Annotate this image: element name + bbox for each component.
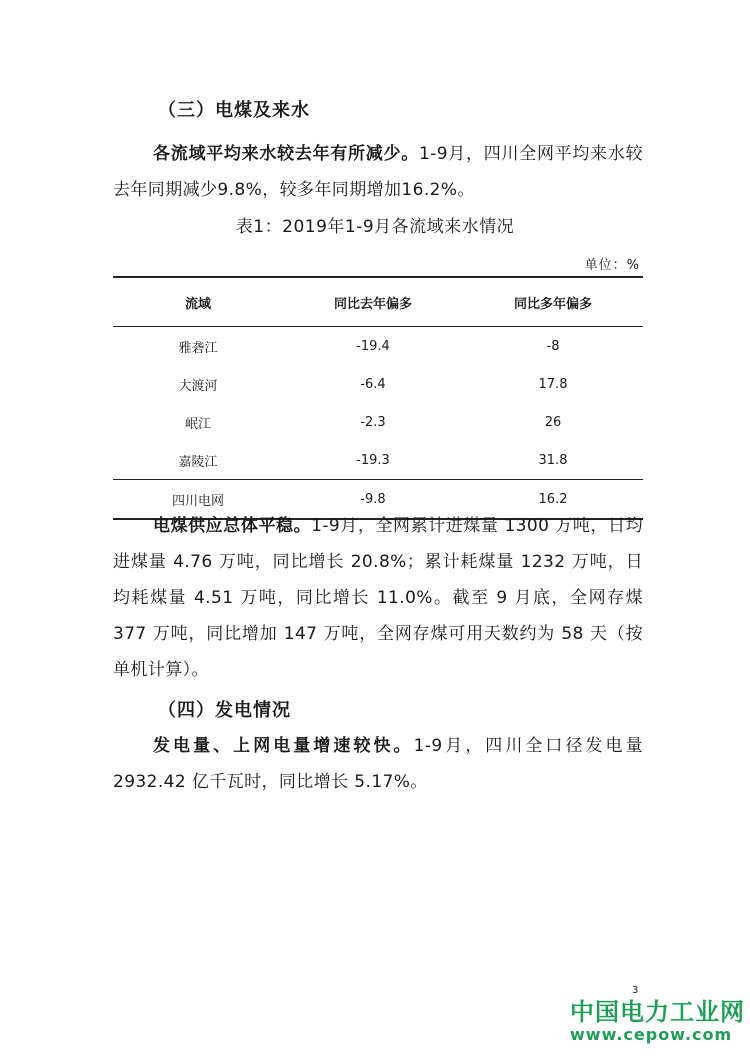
generation-lead: 发电量、上网电量增速较快。 bbox=[153, 736, 414, 756]
table-header-row bbox=[113, 277, 643, 327]
table-row bbox=[113, 327, 643, 366]
generation-body: 1-9月，四川全口径发电量 2932.42 亿千瓦时，同比增长 5.17%。 bbox=[113, 736, 644, 792]
section4-heading: （四）发电情况 bbox=[158, 700, 291, 721]
table-row bbox=[113, 403, 643, 441]
cell-vs-last-year: -19.4 bbox=[356, 338, 390, 354]
coal-lead: 电煤供应总体平稳。 bbox=[153, 516, 312, 536]
cell-basin: 岷江 bbox=[184, 416, 211, 432]
table-row bbox=[113, 441, 643, 480]
cell-vs-last-year: -19.3 bbox=[356, 452, 390, 468]
water-inflow-table bbox=[113, 276, 643, 520]
cell-vs-multi-year: -8 bbox=[546, 338, 560, 354]
cell-basin: 大渡河 bbox=[178, 378, 218, 394]
header-vs-last-year: 同比去年偏多 bbox=[283, 277, 463, 327]
cell-vs-last-year: -6.4 bbox=[360, 376, 386, 392]
cell-vs-multi-year: 31.8 bbox=[538, 452, 568, 468]
header-vs-multi-year: 同比多年偏多 bbox=[463, 277, 643, 327]
cell-vs-multi-year: 26 bbox=[544, 414, 562, 430]
page-number: 3 bbox=[632, 985, 639, 996]
watermark-logo-url: www.cepow.com bbox=[570, 1025, 733, 1044]
watermark-logo-title: 中国电力工业网 bbox=[570, 998, 745, 1026]
cell-basin: 四川电网 bbox=[113, 480, 283, 520]
cell-basin: 雅砻江 bbox=[178, 340, 218, 356]
table-row bbox=[113, 365, 643, 403]
coal-paragraph bbox=[113, 508, 643, 688]
generation-paragraph bbox=[113, 728, 643, 800]
cell-vs-multi-year: 17.8 bbox=[538, 376, 568, 392]
section3-body: 1-9月，四川全网平均来水较去年同期减少9.8%，较多年同期增加16.2%。 bbox=[113, 144, 643, 200]
cell-basin: 嘉陵江 bbox=[178, 454, 218, 470]
table-caption: 表1：2019年1-9月各流域来水情况 bbox=[235, 217, 515, 237]
cell-vs-multi-year: 16.2 bbox=[463, 480, 643, 520]
section3-heading: （三）电煤及来水 bbox=[158, 100, 310, 121]
table-unit: 单位：% bbox=[584, 258, 640, 273]
coal-body: 1-9月，全网累计进煤量 1300 万吨，日均进煤量 4.76 万吨，同比增长 20.8%；累计耗煤量 1232 万吨，日均耗煤量 4.51 万吨，同比增长 11.0%。截至 9 月底，全网存煤 377 万吨，同比增加 147 万吨，全网存煤可用天数约为 58 天（按单机计算）。 bbox=[113, 516, 643, 680]
section3-lead: 各流域平均来水较去年有所减少。 bbox=[153, 144, 419, 164]
section3-paragraph bbox=[113, 136, 643, 208]
cell-vs-last-year: -9.8 bbox=[283, 480, 463, 520]
header-basin: 流域 bbox=[113, 277, 283, 327]
cell-vs-last-year: -2.3 bbox=[360, 414, 386, 430]
